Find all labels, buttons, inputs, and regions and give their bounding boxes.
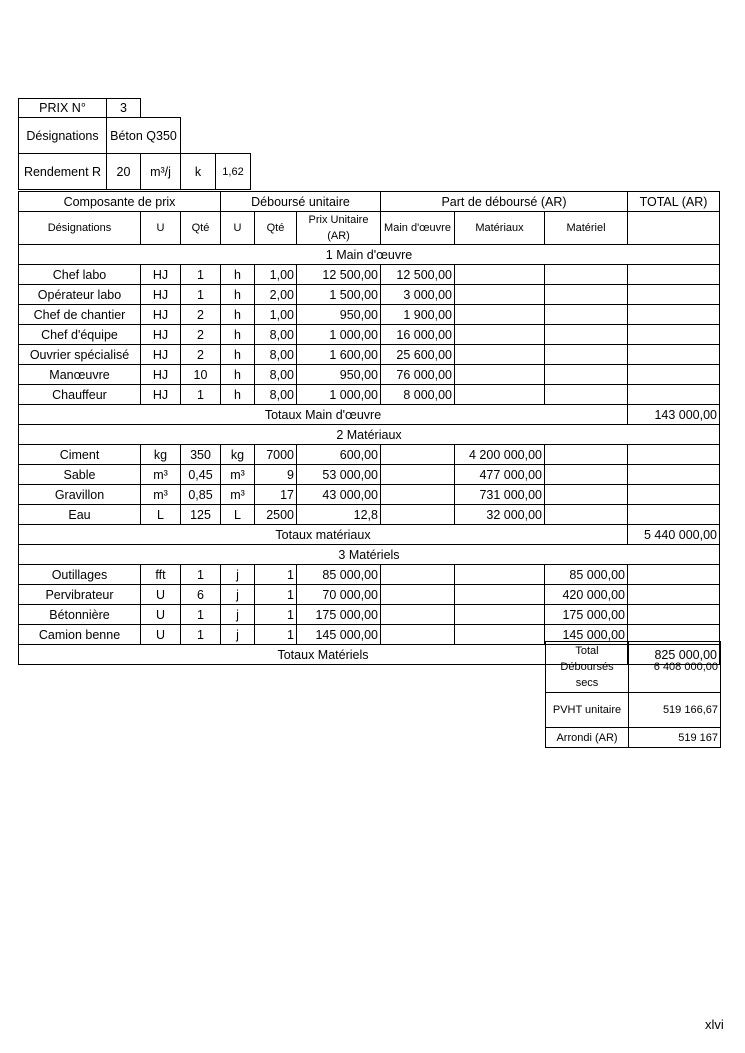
designation-cell: Sable (19, 465, 141, 485)
section-total-value: 825 000,00 (628, 645, 720, 665)
unit-cell: U (141, 585, 181, 605)
designation-cell: Opérateur labo (19, 285, 141, 305)
qty2-cell: 8,00 (255, 325, 297, 345)
table-row (19, 345, 720, 365)
labour-header: Main d'œuvre (381, 212, 455, 245)
unit-price-header: Prix Unitaire (AR) (297, 212, 381, 245)
equipment-cell (545, 345, 628, 365)
summary-value: 519 166,67 (629, 693, 721, 728)
materials-cell: 477 000,00 (455, 465, 545, 485)
qty-cell: 1 (181, 625, 221, 645)
section-title: 2 Matériaux (19, 425, 720, 445)
prix-label: PRIX N° (19, 99, 107, 118)
table-row (19, 445, 720, 465)
materials-cell (455, 325, 545, 345)
unit2-cell: h (221, 265, 255, 285)
equipment-cell (545, 265, 628, 285)
designations-header: Désignations (19, 212, 141, 245)
total-cell (628, 605, 720, 625)
unit2-cell: h (221, 385, 255, 405)
designation-cell: Gravillon (19, 485, 141, 505)
designation-cell: Chef de chantier (19, 305, 141, 325)
labour-cell: 8 000,00 (381, 385, 455, 405)
qty-cell: 6 (181, 585, 221, 605)
materials-cell (455, 265, 545, 285)
summary-label: Total Déboursés secs (546, 642, 629, 693)
total-cell (628, 345, 720, 365)
unit-cell: kg (141, 445, 181, 465)
qty-cell: 10 (181, 365, 221, 385)
labour-cell: 3 000,00 (381, 285, 455, 305)
summary-label: Arrondi (AR) (546, 728, 629, 748)
unit-price-cell: 950,00 (297, 305, 381, 325)
table-row (19, 485, 720, 505)
designation-value: Béton Q350 (107, 118, 181, 154)
unit2-cell: m³ (221, 485, 255, 505)
qty2-cell: 8,00 (255, 385, 297, 405)
equipment-cell (545, 305, 628, 325)
unit-cell: m³ (141, 465, 181, 485)
section-total-row (19, 525, 720, 545)
section-title: 1 Main d'œuvre (19, 245, 720, 265)
unit-price-cell: 70 000,00 (297, 585, 381, 605)
labour-cell: 25 600,00 (381, 345, 455, 365)
summary-value: 6 408 000,00 (629, 642, 721, 693)
total-cell (628, 585, 720, 605)
equipment-cell (545, 445, 628, 465)
unit2-cell: h (221, 285, 255, 305)
table-row (19, 265, 720, 285)
qty2-cell: 17 (255, 485, 297, 505)
total-cell (628, 505, 720, 525)
total-blank-header (628, 212, 720, 245)
qty-cell: 1 (181, 385, 221, 405)
section-title-row (19, 425, 720, 445)
materials-cell: 4 200 000,00 (455, 445, 545, 465)
qty-cell: 1 (181, 565, 221, 585)
unit-cell: L (141, 505, 181, 525)
table-row (19, 285, 720, 305)
total-cell (628, 305, 720, 325)
section-total-label: Totaux Matériels (19, 645, 628, 665)
labour-cell (381, 605, 455, 625)
materials-cell (455, 385, 545, 405)
labour-cell (381, 565, 455, 585)
unit-cell: HJ (141, 325, 181, 345)
unit2-cell: L (221, 505, 255, 525)
unit-price-cell: 145 000,00 (297, 625, 381, 645)
total-cell (628, 385, 720, 405)
total-cell (628, 565, 720, 585)
designation-cell: Eau (19, 505, 141, 525)
labour-cell (381, 505, 455, 525)
unit-cell: HJ (141, 265, 181, 285)
rendement-label: Rendement R (19, 154, 107, 190)
table-row (19, 565, 720, 585)
total-cell (628, 285, 720, 305)
unit2-cell: m³ (221, 465, 255, 485)
equipment-cell: 175 000,00 (545, 605, 628, 625)
equipment-cell: 85 000,00 (545, 565, 628, 585)
unit-price-cell: 175 000,00 (297, 605, 381, 625)
qty2-cell: 1 (255, 625, 297, 645)
unit-price-cell: 1 000,00 (297, 325, 381, 345)
labour-cell (381, 485, 455, 505)
equipment-cell (545, 285, 628, 305)
unit2-cell: j (221, 585, 255, 605)
unit2-cell: j (221, 605, 255, 625)
labour-cell (381, 445, 455, 465)
materials-cell (455, 585, 545, 605)
qty2-cell: 8,00 (255, 345, 297, 365)
qty2-cell: 9 (255, 465, 297, 485)
price-breakdown-table (18, 191, 720, 665)
header-table (18, 98, 251, 190)
equipment-cell (545, 325, 628, 345)
materials-cell (455, 365, 545, 385)
labour-cell: 1 900,00 (381, 305, 455, 325)
unit-price-cell: 53 000,00 (297, 465, 381, 485)
equipment-cell: 420 000,00 (545, 585, 628, 605)
section-total-row (19, 405, 720, 425)
qty2-cell: 2500 (255, 505, 297, 525)
unit-price-cell: 43 000,00 (297, 485, 381, 505)
designation-cell: Ciment (19, 445, 141, 465)
equipment-cell (545, 385, 628, 405)
materials-cell (455, 305, 545, 325)
unit2-cell: h (221, 345, 255, 365)
unit-header: U (141, 212, 181, 245)
designation-cell: Ouvrier spécialisé (19, 345, 141, 365)
k-label: k (181, 154, 216, 190)
table-row (19, 505, 720, 525)
table-row (19, 325, 720, 345)
materials-cell (455, 605, 545, 625)
unit-price-cell: 12,8 (297, 505, 381, 525)
unit2-cell: h (221, 305, 255, 325)
equipment-cell (545, 505, 628, 525)
qty-cell: 1 (181, 265, 221, 285)
designation-cell: Camion benne (19, 625, 141, 645)
designation-label: Désignations (19, 118, 107, 154)
labour-cell: 76 000,00 (381, 365, 455, 385)
summary-row (546, 728, 721, 748)
unit-cell: HJ (141, 385, 181, 405)
summary-row (546, 693, 721, 728)
unit-cell: HJ (141, 285, 181, 305)
materials-cell: 731 000,00 (455, 485, 545, 505)
qty2-cell: 1 (255, 585, 297, 605)
summary-label: PVHT unitaire (546, 693, 629, 728)
unit2-cell: kg (221, 445, 255, 465)
unit2-header: U (221, 212, 255, 245)
materials-cell (455, 625, 545, 645)
prix-value: 3 (107, 99, 141, 118)
table-row (19, 605, 720, 625)
materials-header: Matériaux (455, 212, 545, 245)
total-header: TOTAL (AR) (628, 192, 720, 212)
qty2-cell: 8,00 (255, 365, 297, 385)
qty-cell: 1 (181, 605, 221, 625)
equipment-cell (545, 465, 628, 485)
qty-cell: 0,45 (181, 465, 221, 485)
qty2-cell: 1 (255, 565, 297, 585)
designation-cell: Bétonnière (19, 605, 141, 625)
materials-cell (455, 285, 545, 305)
total-cell (628, 325, 720, 345)
unit-price-cell: 950,00 (297, 365, 381, 385)
labour-cell (381, 625, 455, 645)
unit-cell: HJ (141, 345, 181, 365)
qty-cell: 2 (181, 305, 221, 325)
qty-cell: 0,85 (181, 485, 221, 505)
unit-price-cell: 85 000,00 (297, 565, 381, 585)
qty2-header: Qté (255, 212, 297, 245)
table-row (19, 465, 720, 485)
table-row (19, 385, 720, 405)
summary-row (546, 642, 721, 693)
page-number: xlvi (705, 1017, 724, 1032)
labour-cell: 12 500,00 (381, 265, 455, 285)
unit-cell: HJ (141, 365, 181, 385)
qty-cell: 2 (181, 345, 221, 365)
qty2-cell: 7000 (255, 445, 297, 465)
labour-cell: 16 000,00 (381, 325, 455, 345)
designation-cell: Manœuvre (19, 365, 141, 385)
part-debourse-header: Part de déboursé (AR) (381, 192, 628, 212)
unit-cell: HJ (141, 305, 181, 325)
unit-price-cell: 12 500,00 (297, 265, 381, 285)
section-total-label: Totaux matériaux (19, 525, 628, 545)
equipment-header: Matériel (545, 212, 628, 245)
qty2-cell: 1 (255, 605, 297, 625)
labour-cell (381, 585, 455, 605)
section-title-row (19, 245, 720, 265)
unit-cell: m³ (141, 485, 181, 505)
unit2-cell: j (221, 625, 255, 645)
unit-price-cell: 1 000,00 (297, 385, 381, 405)
equipment-cell: 145 000,00 (545, 625, 628, 645)
designation-cell: Chauffeur (19, 385, 141, 405)
unit2-cell: h (221, 325, 255, 345)
materials-cell (455, 345, 545, 365)
equipment-cell (545, 485, 628, 505)
composante-header: Composante de prix (19, 192, 221, 212)
section-total-value: 143 000,00 (628, 405, 720, 425)
unit2-cell: j (221, 565, 255, 585)
summary-value: 519 167 (629, 728, 721, 748)
unit-cell: U (141, 625, 181, 645)
table-row (19, 305, 720, 325)
materials-cell (455, 565, 545, 585)
section-title: 3 Matériels (19, 545, 720, 565)
qty-header: Qté (181, 212, 221, 245)
unit-price-cell: 600,00 (297, 445, 381, 465)
qty2-cell: 1,00 (255, 305, 297, 325)
unit-cell: fft (141, 565, 181, 585)
total-cell (628, 485, 720, 505)
unit2-cell: h (221, 365, 255, 385)
equipment-cell (545, 365, 628, 385)
qty-cell: 350 (181, 445, 221, 465)
rendement-value: 20 (107, 154, 141, 190)
materials-cell: 32 000,00 (455, 505, 545, 525)
k-value: 1,62 (216, 154, 251, 190)
unit-cell: U (141, 605, 181, 625)
unit-price-cell: 1 500,00 (297, 285, 381, 305)
table-row (19, 585, 720, 605)
section-title-row (19, 545, 720, 565)
qty2-cell: 2,00 (255, 285, 297, 305)
qty-cell: 125 (181, 505, 221, 525)
total-cell (628, 465, 720, 485)
qty-cell: 2 (181, 325, 221, 345)
section-total-value: 5 440 000,00 (628, 525, 720, 545)
summary-table (545, 641, 721, 748)
total-cell (628, 365, 720, 385)
total-cell (628, 265, 720, 285)
unit-price-cell: 1 600,00 (297, 345, 381, 365)
designation-cell: Chef labo (19, 265, 141, 285)
rendement-unit: m³/j (141, 154, 181, 190)
section-total-label: Totaux Main d'œuvre (19, 405, 628, 425)
total-cell (628, 445, 720, 465)
labour-cell (381, 465, 455, 485)
qty-cell: 1 (181, 285, 221, 305)
table-row (19, 365, 720, 385)
qty2-cell: 1,00 (255, 265, 297, 285)
debourse-unitaire-header: Déboursé unitaire (221, 192, 381, 212)
designation-cell: Chef d'équipe (19, 325, 141, 345)
designation-cell: Outillages (19, 565, 141, 585)
designation-cell: Pervibrateur (19, 585, 141, 605)
